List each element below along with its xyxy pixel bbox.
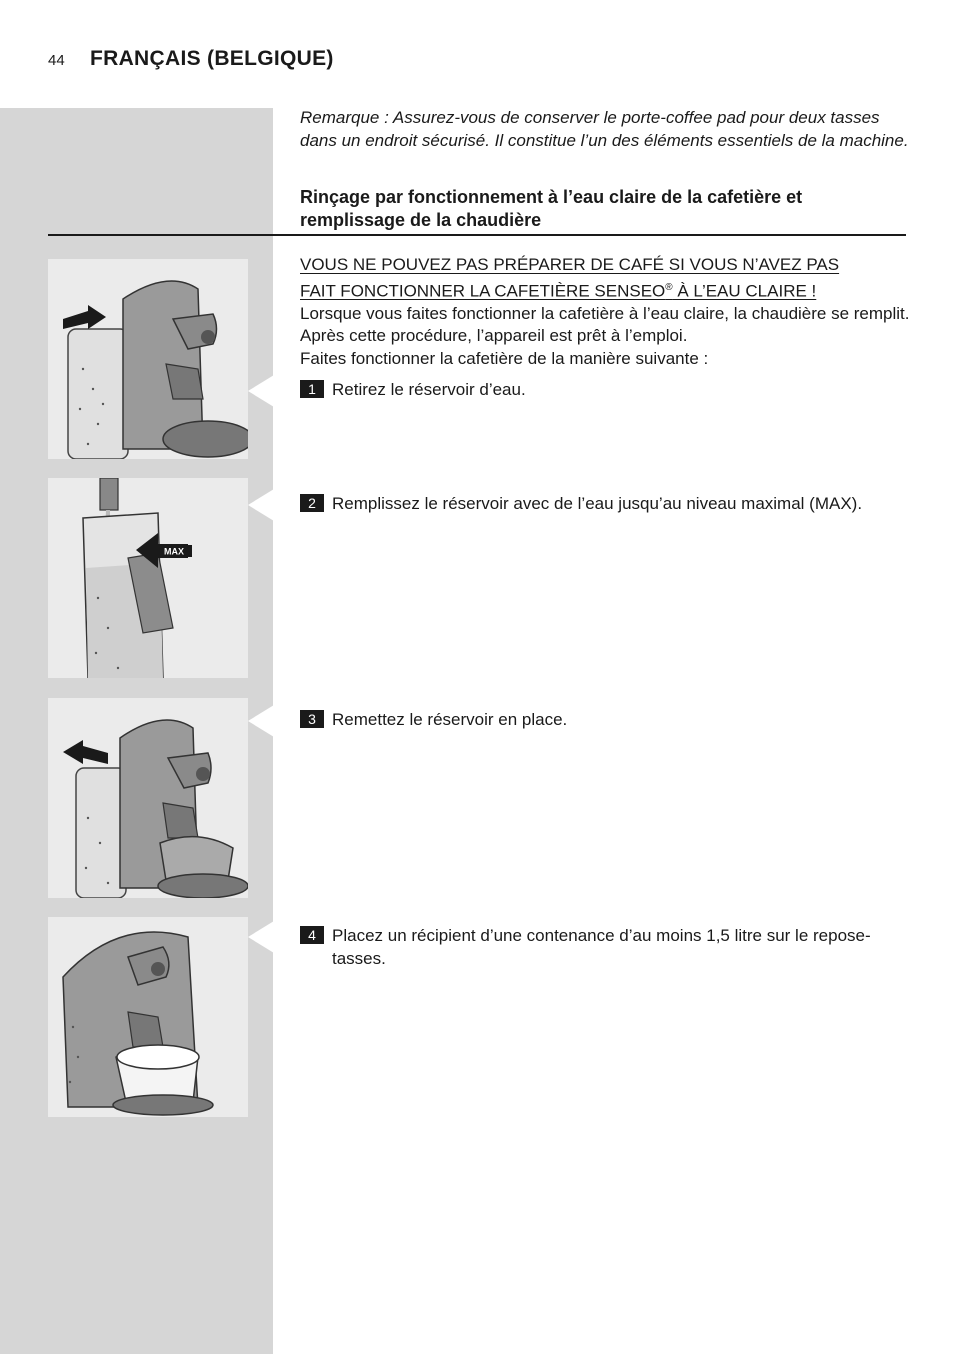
step-text: Remplissez le réservoir avec de l’eau jusqu’au niveau maximal (MAX). — [332, 494, 863, 513]
note: Remarque : Assurez-vous de conserver le porte-coffee pad pour deux tasses dans un endroit sécurisé. Il constitue l’un des éléments essentiels de la machine. — [300, 108, 909, 150]
step-text: Placez un récipient d’une contenance d’au moins 1,5 litre sur le repose-tasses. — [332, 926, 871, 968]
faucet-icon — [100, 478, 118, 510]
intro-text-2: Faites fonctionner la cafetière de la manière suivante : — [300, 348, 709, 368]
callout-pointer — [248, 489, 274, 521]
step-number: 4 — [300, 926, 324, 944]
warning-line-1: VOUS NE POUVEZ PAS PRÉPARER DE CAFÉ SI VOUS N’AVEZ PAS — [300, 255, 840, 274]
intro-text: Lorsque vous faites fonctionner la cafetière à l’eau claire, la chaudière se remplit. Après cette procédure, l’appareil est prêt à l’emploi. — [300, 303, 910, 346]
step-text: Remettez le réservoir en place. — [332, 710, 568, 729]
warning-block — [300, 254, 910, 370]
step-number: 1 — [300, 380, 324, 398]
arrow-right-icon — [63, 740, 108, 764]
illustration-place-container — [48, 917, 248, 1117]
page-number: 44 — [48, 52, 65, 69]
section-title: Rinçage par fonctionnement à l’eau claire de la cafetière et remplissage de la chaudière — [300, 187, 803, 230]
callout-pointer — [248, 705, 274, 737]
callout-pointer — [248, 921, 274, 953]
page-heading: FRANÇAIS (BELGIQUE) — [90, 47, 334, 70]
illustration-fill-tank — [48, 478, 248, 678]
step-number: 3 — [300, 710, 324, 728]
step-3 — [300, 708, 910, 731]
warning-line-2: FAIT FONCTIONNER LA CAFETIÈRE SENSEO® À L’EAU CLAIRE ! — [300, 281, 817, 301]
illustration-remove-tank — [48, 259, 248, 459]
illustration-replace-tank — [48, 698, 248, 898]
step-1 — [300, 378, 910, 401]
step-text: Retirez le réservoir d’eau. — [332, 380, 526, 399]
step-2 — [300, 492, 910, 515]
arrow-left-icon — [63, 305, 106, 329]
callout-pointer — [248, 375, 274, 407]
max-label: MAX — [164, 546, 184, 557]
step-4 — [300, 924, 910, 970]
section-rule — [48, 234, 906, 236]
step-number: 2 — [300, 494, 324, 512]
